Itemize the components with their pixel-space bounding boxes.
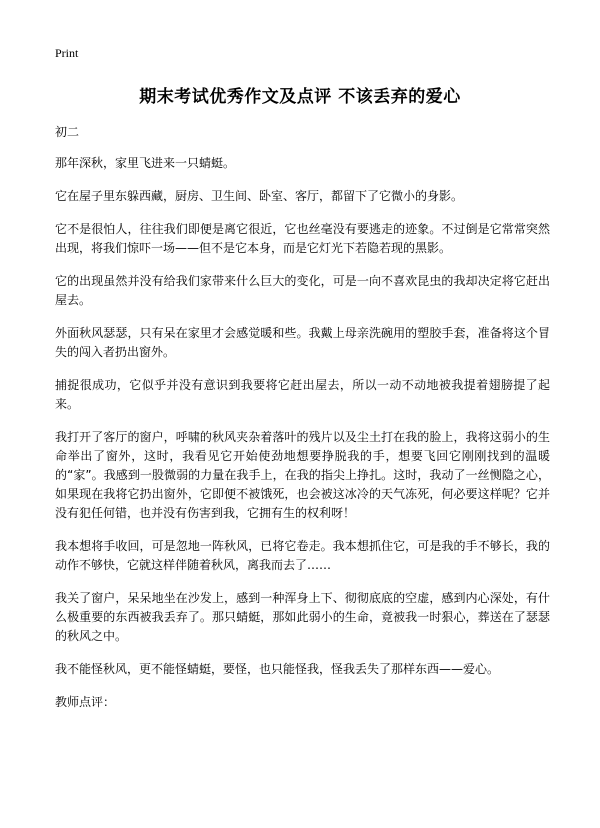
paragraph: 我本想将手收回，可是忽地一阵秋风，已将它卷走。我本想抓住它，可是我的手不够长，我的动作不够快，它就这样伴随着秋风，离我而去了…… [55, 539, 550, 572]
paragraph: 它的出现虽然并没有给我们家带来什么巨大的变化，可是一向不喜欢昆虫的我却决定将它赶出屋去。 [55, 274, 550, 307]
paragraph: 那年深秋，家里飞进来一只蜻蜓。 [55, 156, 236, 170]
paragraph: 外面秋风瑟瑟，只有呆在家里才会感觉暖和些。我戴上母亲洗碗用的塑胶手套，准备将这个冒失的闯入者扔出窗外。 [55, 326, 550, 359]
paragraph: 我关了窗户，呆呆地坐在沙发上，感到一种浑身上下、彻彻底底的空虚，感到内心深处，有什么极重要的东西被我丢弃了。那只蜻蜓，那如此弱小的生命，竟被我一时狠心，葬送在了瑟瑟的秋风之中。 [55, 591, 550, 643]
paragraph: 我打开了客厅的窗户，呼啸的秋风夹杂着落叶的残片以及尘土打在我的脸上，我将这弱小的生命举出了窗外，这时，我看见它开始使劲地想要挣脱我的手，想要飞回它刚刚找到的温暖的“家”。我感到一股微弱的力量在我手上，在我的指尖上挣扎。这时，我动了一丝恻隐之心，如果现在我将它扔出窗外，它即便不被饿死，也会被这冰冷的天气冻死，何必要这样呢？它并没有犯任何错，也并没有伤害到我，它拥有生的权利呀！ [55, 430, 550, 520]
article-body [55, 123, 550, 726]
page-title: 期末考试优秀作文及点评 不该丢弃的爱心 [139, 87, 461, 107]
paragraph: 我不能怪秋风，更不能怪蜻蜓，要怪，也只能怪我，怪我丢失了那样东西——爱心。 [55, 662, 500, 676]
grade-label: 初二 [55, 125, 80, 139]
paragraph: 它不是很怕人，往往我们即便是离它很近，它也丝毫没有要逃走的迹象。不过倒是它常常突然出现，将我们惊吓一场——但不是它本身，而是它灯光下若隐若现的黑影。 [55, 222, 550, 255]
print-link[interactable]: Print [55, 46, 79, 60]
teacher-comment-label: 教师点评： [55, 695, 116, 709]
paragraph: 捕捉很成功，它似乎并没有意识到我要将它赶出屋去，所以一动不动地被我提着翅膀提了起来。 [55, 378, 550, 411]
paragraph: 它在屋子里东躲西藏，厨房、卫生间、卧室、客厅，都留下了它微小的身影。 [55, 189, 464, 203]
